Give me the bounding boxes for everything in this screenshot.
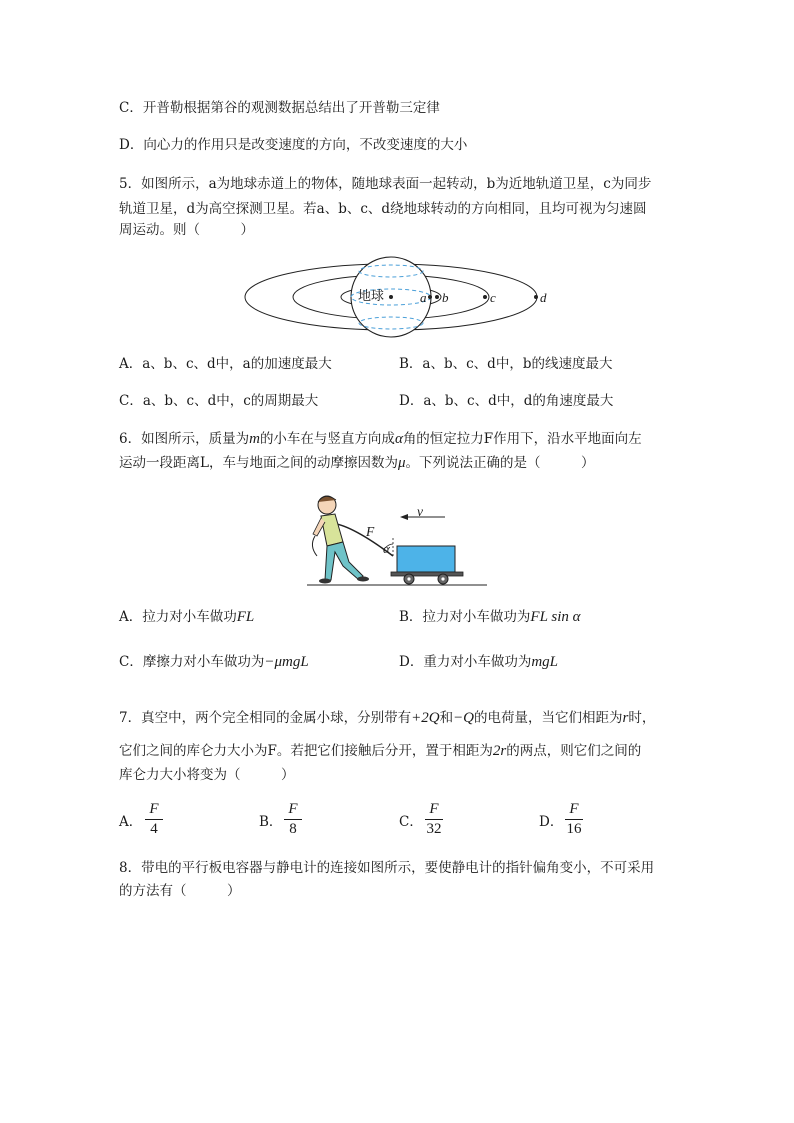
q5-stem-line2: 轨道卫星，d为高空探测卫星。若a、b、c、d绕地球转动的方向相同，且均可视为匀速圆 [119,201,647,217]
q7-stem-line2: 它们之间的库仑力大小为F。若把它们接触后分开，置于相距为2r的两点，则它们之间的 [119,743,642,759]
q5-option-a: A．a、b、c、d中，a的加速度最大 [119,356,332,372]
q7-option-a-fraction: F 4 [143,801,165,838]
q7-option-a-label: A． [119,814,143,830]
q7-stem-line1: 7．真空中，两个完全相同的金属小球，分别带有+2Q和−Q的电荷量，当它们相距为r时， [119,710,656,726]
q6-option-d: D．重力对小车做功为mgL [399,654,559,670]
q6-option-c: C．摩擦力对小车做功为−μmgL [119,654,309,670]
q7-option-c-fraction: F 32 [426,801,442,837]
q5-orbit-figure [240,255,580,340]
q7-option-d-fraction: F 16 [566,801,582,837]
q5-option-c: C．a、b、c、d中，c的周期最大 [119,393,319,409]
velocity-label-v: v [417,504,423,519]
q5-option-d: D．a、b、c、d中，d的角速度最大 [399,393,614,409]
q6-cart-figure [305,490,495,590]
q7-option-d-label: D． [539,814,564,830]
q7-stem-line3: 库仑力大小将变为（ ） [119,767,295,783]
q6-stem-line2: 运动一段距离L，车与地面之间的动摩擦因数为μ。下列说法正确的是（ ） [119,455,595,471]
earth-label: 地球 [358,289,385,304]
q8-stem-line1: 8．带电的平行板电容器与静电计的连接如图所示，要使静电计的指针偏角变小，不可采用 [119,860,655,876]
q5-stem-line1: 5．如图所示，a为地球赤道上的物体，随地球表面一起转动，b为近地轨道卫星，c为同步 [119,176,652,192]
orbit-label-b: b [442,290,449,305]
angle-label-alpha: α [383,541,390,556]
orbit-label-d: d [540,290,547,305]
q5-stem-line3: 周运动。则（ ） [119,222,254,238]
q4-option-d: D．向心力的作用只是改变速度的方向，不改变速度的大小 [119,137,468,153]
q7-option-b-fraction: F 8 [282,801,304,838]
q8-stem-line2: 的方法有（ ） [119,883,241,899]
q7-option-b-label: B． [259,814,283,830]
q6-option-b: B．拉力对小车做功为FL sin α [399,609,581,625]
q6-stem-line1: 6．如图所示，质量为m的小车在与竖直方向成α角的恒定拉力F作用下，沿水平地面向左 [119,431,642,447]
force-label-F: F [366,524,375,539]
q4-option-c: C．开普勒根据第谷的观测数据总结出了开普勒三定律 [119,100,440,116]
q5-option-b: B．a、b、c、d中，b的线速度最大 [399,356,613,372]
orbit-label-a: a [420,290,427,305]
q6-option-a: A．拉力对小车做功FL [119,609,255,625]
orbit-label-c: c [490,290,496,305]
q7-option-c-label: C． [399,814,423,830]
